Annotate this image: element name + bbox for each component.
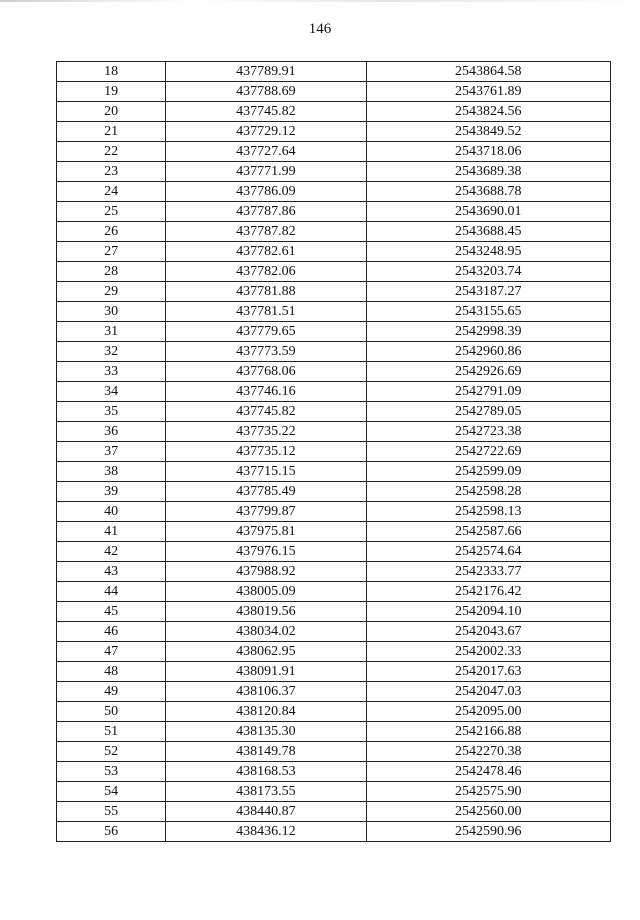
x-coordinate-cell: 438120.84 xyxy=(166,702,366,722)
y-coordinate-cell: 2542047.03 xyxy=(366,682,610,702)
table-row xyxy=(57,502,611,522)
y-coordinate-cell: 2542998.39 xyxy=(366,322,610,342)
x-coordinate-cell: 437768.06 xyxy=(166,362,366,382)
table-row xyxy=(57,402,611,422)
point-number-cell: 36 xyxy=(57,422,166,442)
x-coordinate-cell: 437735.22 xyxy=(166,422,366,442)
x-coordinate-cell: 437745.82 xyxy=(166,402,366,422)
table-row xyxy=(57,442,611,462)
table-row xyxy=(57,102,611,122)
table-row xyxy=(57,702,611,722)
y-coordinate-cell: 2543187.27 xyxy=(366,282,610,302)
point-number-cell: 26 xyxy=(57,222,166,242)
table-row xyxy=(57,482,611,502)
point-number-cell: 43 xyxy=(57,562,166,582)
x-coordinate-cell: 438135.30 xyxy=(166,722,366,742)
y-coordinate-cell: 2542926.69 xyxy=(366,362,610,382)
table-row xyxy=(57,182,611,202)
x-coordinate-cell: 437786.09 xyxy=(166,182,366,202)
y-coordinate-cell: 2543248.95 xyxy=(366,242,610,262)
y-coordinate-cell: 2542094.10 xyxy=(366,602,610,622)
table-row xyxy=(57,542,611,562)
point-number-cell: 39 xyxy=(57,482,166,502)
x-coordinate-cell: 437976.15 xyxy=(166,542,366,562)
y-coordinate-cell: 2542789.05 xyxy=(366,402,610,422)
x-coordinate-cell: 437787.86 xyxy=(166,202,366,222)
table-row xyxy=(57,362,611,382)
x-coordinate-cell: 437735.12 xyxy=(166,442,366,462)
y-coordinate-cell: 2542333.77 xyxy=(366,562,610,582)
x-coordinate-cell: 438436.12 xyxy=(166,822,366,842)
point-number-cell: 31 xyxy=(57,322,166,342)
point-number-cell: 29 xyxy=(57,282,166,302)
table-row xyxy=(57,142,611,162)
point-number-cell: 47 xyxy=(57,642,166,662)
point-number-cell: 27 xyxy=(57,242,166,262)
y-coordinate-cell: 2542560.00 xyxy=(366,802,610,822)
point-number-cell: 37 xyxy=(57,442,166,462)
y-coordinate-cell: 2542270.38 xyxy=(366,742,610,762)
y-coordinate-cell: 2543864.58 xyxy=(366,62,610,82)
table-row xyxy=(57,622,611,642)
point-number-cell: 42 xyxy=(57,542,166,562)
x-coordinate-cell: 437746.16 xyxy=(166,382,366,402)
x-coordinate-cell: 438091.91 xyxy=(166,662,366,682)
x-coordinate-cell: 438034.02 xyxy=(166,622,366,642)
point-number-cell: 50 xyxy=(57,702,166,722)
x-coordinate-cell: 437788.69 xyxy=(166,82,366,102)
table-row xyxy=(57,722,611,742)
table-row xyxy=(57,462,611,482)
table-row xyxy=(57,762,611,782)
y-coordinate-cell: 2542960.86 xyxy=(366,342,610,362)
point-number-cell: 53 xyxy=(57,762,166,782)
x-coordinate-cell: 438062.95 xyxy=(166,642,366,662)
table-row xyxy=(57,582,611,602)
table-row xyxy=(57,682,611,702)
table-row xyxy=(57,602,611,622)
table-row xyxy=(57,782,611,802)
x-coordinate-cell: 437782.06 xyxy=(166,262,366,282)
table-row xyxy=(57,342,611,362)
table-row xyxy=(57,222,611,242)
x-coordinate-cell: 437787.82 xyxy=(166,222,366,242)
y-coordinate-cell: 2542722.69 xyxy=(366,442,610,462)
point-number-cell: 56 xyxy=(57,822,166,842)
table-row xyxy=(57,822,611,842)
point-number-cell: 45 xyxy=(57,602,166,622)
y-coordinate-cell: 2543203.74 xyxy=(366,262,610,282)
table-row xyxy=(57,62,611,82)
point-number-cell: 24 xyxy=(57,182,166,202)
x-coordinate-cell: 437779.65 xyxy=(166,322,366,342)
y-coordinate-cell: 2542478.46 xyxy=(366,762,610,782)
table-row xyxy=(57,522,611,542)
table-row xyxy=(57,422,611,442)
x-coordinate-cell: 437975.81 xyxy=(166,522,366,542)
table-row xyxy=(57,742,611,762)
table-row xyxy=(57,802,611,822)
point-number-cell: 35 xyxy=(57,402,166,422)
table-row xyxy=(57,382,611,402)
point-number-cell: 25 xyxy=(57,202,166,222)
point-number-cell: 40 xyxy=(57,502,166,522)
y-coordinate-cell: 2543824.56 xyxy=(366,102,610,122)
x-coordinate-cell: 437781.51 xyxy=(166,302,366,322)
point-number-cell: 22 xyxy=(57,142,166,162)
point-number-cell: 38 xyxy=(57,462,166,482)
x-coordinate-cell: 438440.87 xyxy=(166,802,366,822)
point-number-cell: 18 xyxy=(57,62,166,82)
y-coordinate-cell: 2543155.65 xyxy=(366,302,610,322)
x-coordinate-cell: 437727.64 xyxy=(166,142,366,162)
x-coordinate-cell: 437771.99 xyxy=(166,162,366,182)
y-coordinate-cell: 2542095.00 xyxy=(366,702,610,722)
y-coordinate-cell: 2542723.38 xyxy=(366,422,610,442)
x-coordinate-cell: 438168.53 xyxy=(166,762,366,782)
point-number-cell: 48 xyxy=(57,662,166,682)
coordinates-table-body xyxy=(57,62,611,842)
point-number-cell: 44 xyxy=(57,582,166,602)
table-row xyxy=(57,642,611,662)
table-row xyxy=(57,262,611,282)
point-number-cell: 51 xyxy=(57,722,166,742)
y-coordinate-cell: 2542176.42 xyxy=(366,582,610,602)
y-coordinate-cell: 2542590.96 xyxy=(366,822,610,842)
table-row xyxy=(57,662,611,682)
x-coordinate-cell: 437988.92 xyxy=(166,562,366,582)
table-row xyxy=(57,202,611,222)
y-coordinate-cell: 2542002.33 xyxy=(366,642,610,662)
table-row xyxy=(57,82,611,102)
y-coordinate-cell: 2543688.78 xyxy=(366,182,610,202)
x-coordinate-cell: 437745.82 xyxy=(166,102,366,122)
point-number-cell: 32 xyxy=(57,342,166,362)
y-coordinate-cell: 2542598.28 xyxy=(366,482,610,502)
x-coordinate-cell: 438005.09 xyxy=(166,582,366,602)
point-number-cell: 23 xyxy=(57,162,166,182)
y-coordinate-cell: 2543688.45 xyxy=(366,222,610,242)
point-number-cell: 52 xyxy=(57,742,166,762)
y-coordinate-cell: 2542017.63 xyxy=(366,662,610,682)
table-row xyxy=(57,242,611,262)
table-row xyxy=(57,162,611,182)
x-coordinate-cell: 437715.15 xyxy=(166,462,366,482)
point-number-cell: 30 xyxy=(57,302,166,322)
table-row xyxy=(57,562,611,582)
x-coordinate-cell: 438019.56 xyxy=(166,602,366,622)
y-coordinate-cell: 2542598.13 xyxy=(366,502,610,522)
point-number-cell: 28 xyxy=(57,262,166,282)
y-coordinate-cell: 2542166.88 xyxy=(366,722,610,742)
y-coordinate-cell: 2543690.01 xyxy=(366,202,610,222)
table-row xyxy=(57,322,611,342)
point-number-cell: 20 xyxy=(57,102,166,122)
point-number-cell: 21 xyxy=(57,122,166,142)
point-number-cell: 41 xyxy=(57,522,166,542)
y-coordinate-cell: 2543689.38 xyxy=(366,162,610,182)
point-number-cell: 34 xyxy=(57,382,166,402)
point-number-cell: 49 xyxy=(57,682,166,702)
table-row xyxy=(57,122,611,142)
scan-edge xyxy=(0,0,640,2)
x-coordinate-cell: 437781.88 xyxy=(166,282,366,302)
point-number-cell: 46 xyxy=(57,622,166,642)
y-coordinate-cell: 2542599.09 xyxy=(366,462,610,482)
x-coordinate-cell: 437789.91 xyxy=(166,62,366,82)
y-coordinate-cell: 2542043.67 xyxy=(366,622,610,642)
point-number-cell: 54 xyxy=(57,782,166,802)
table-row xyxy=(57,302,611,322)
x-coordinate-cell: 437782.61 xyxy=(166,242,366,262)
y-coordinate-cell: 2543849.52 xyxy=(366,122,610,142)
coordinates-table xyxy=(56,61,611,842)
x-coordinate-cell: 438149.78 xyxy=(166,742,366,762)
y-coordinate-cell: 2543761.89 xyxy=(366,82,610,102)
x-coordinate-cell: 437785.49 xyxy=(166,482,366,502)
table-row xyxy=(57,282,611,302)
point-number-cell: 19 xyxy=(57,82,166,102)
point-number-cell: 55 xyxy=(57,802,166,822)
y-coordinate-cell: 2543718.06 xyxy=(366,142,610,162)
x-coordinate-cell: 438106.37 xyxy=(166,682,366,702)
point-number-cell: 33 xyxy=(57,362,166,382)
y-coordinate-cell: 2542574.64 xyxy=(366,542,610,562)
y-coordinate-cell: 2542587.66 xyxy=(366,522,610,542)
x-coordinate-cell: 437773.59 xyxy=(166,342,366,362)
x-coordinate-cell: 438173.55 xyxy=(166,782,366,802)
x-coordinate-cell: 437799.87 xyxy=(166,502,366,522)
x-coordinate-cell: 437729.12 xyxy=(166,122,366,142)
y-coordinate-cell: 2542791.09 xyxy=(366,382,610,402)
page-number: 146 xyxy=(308,21,332,37)
y-coordinate-cell: 2542575.90 xyxy=(366,782,610,802)
